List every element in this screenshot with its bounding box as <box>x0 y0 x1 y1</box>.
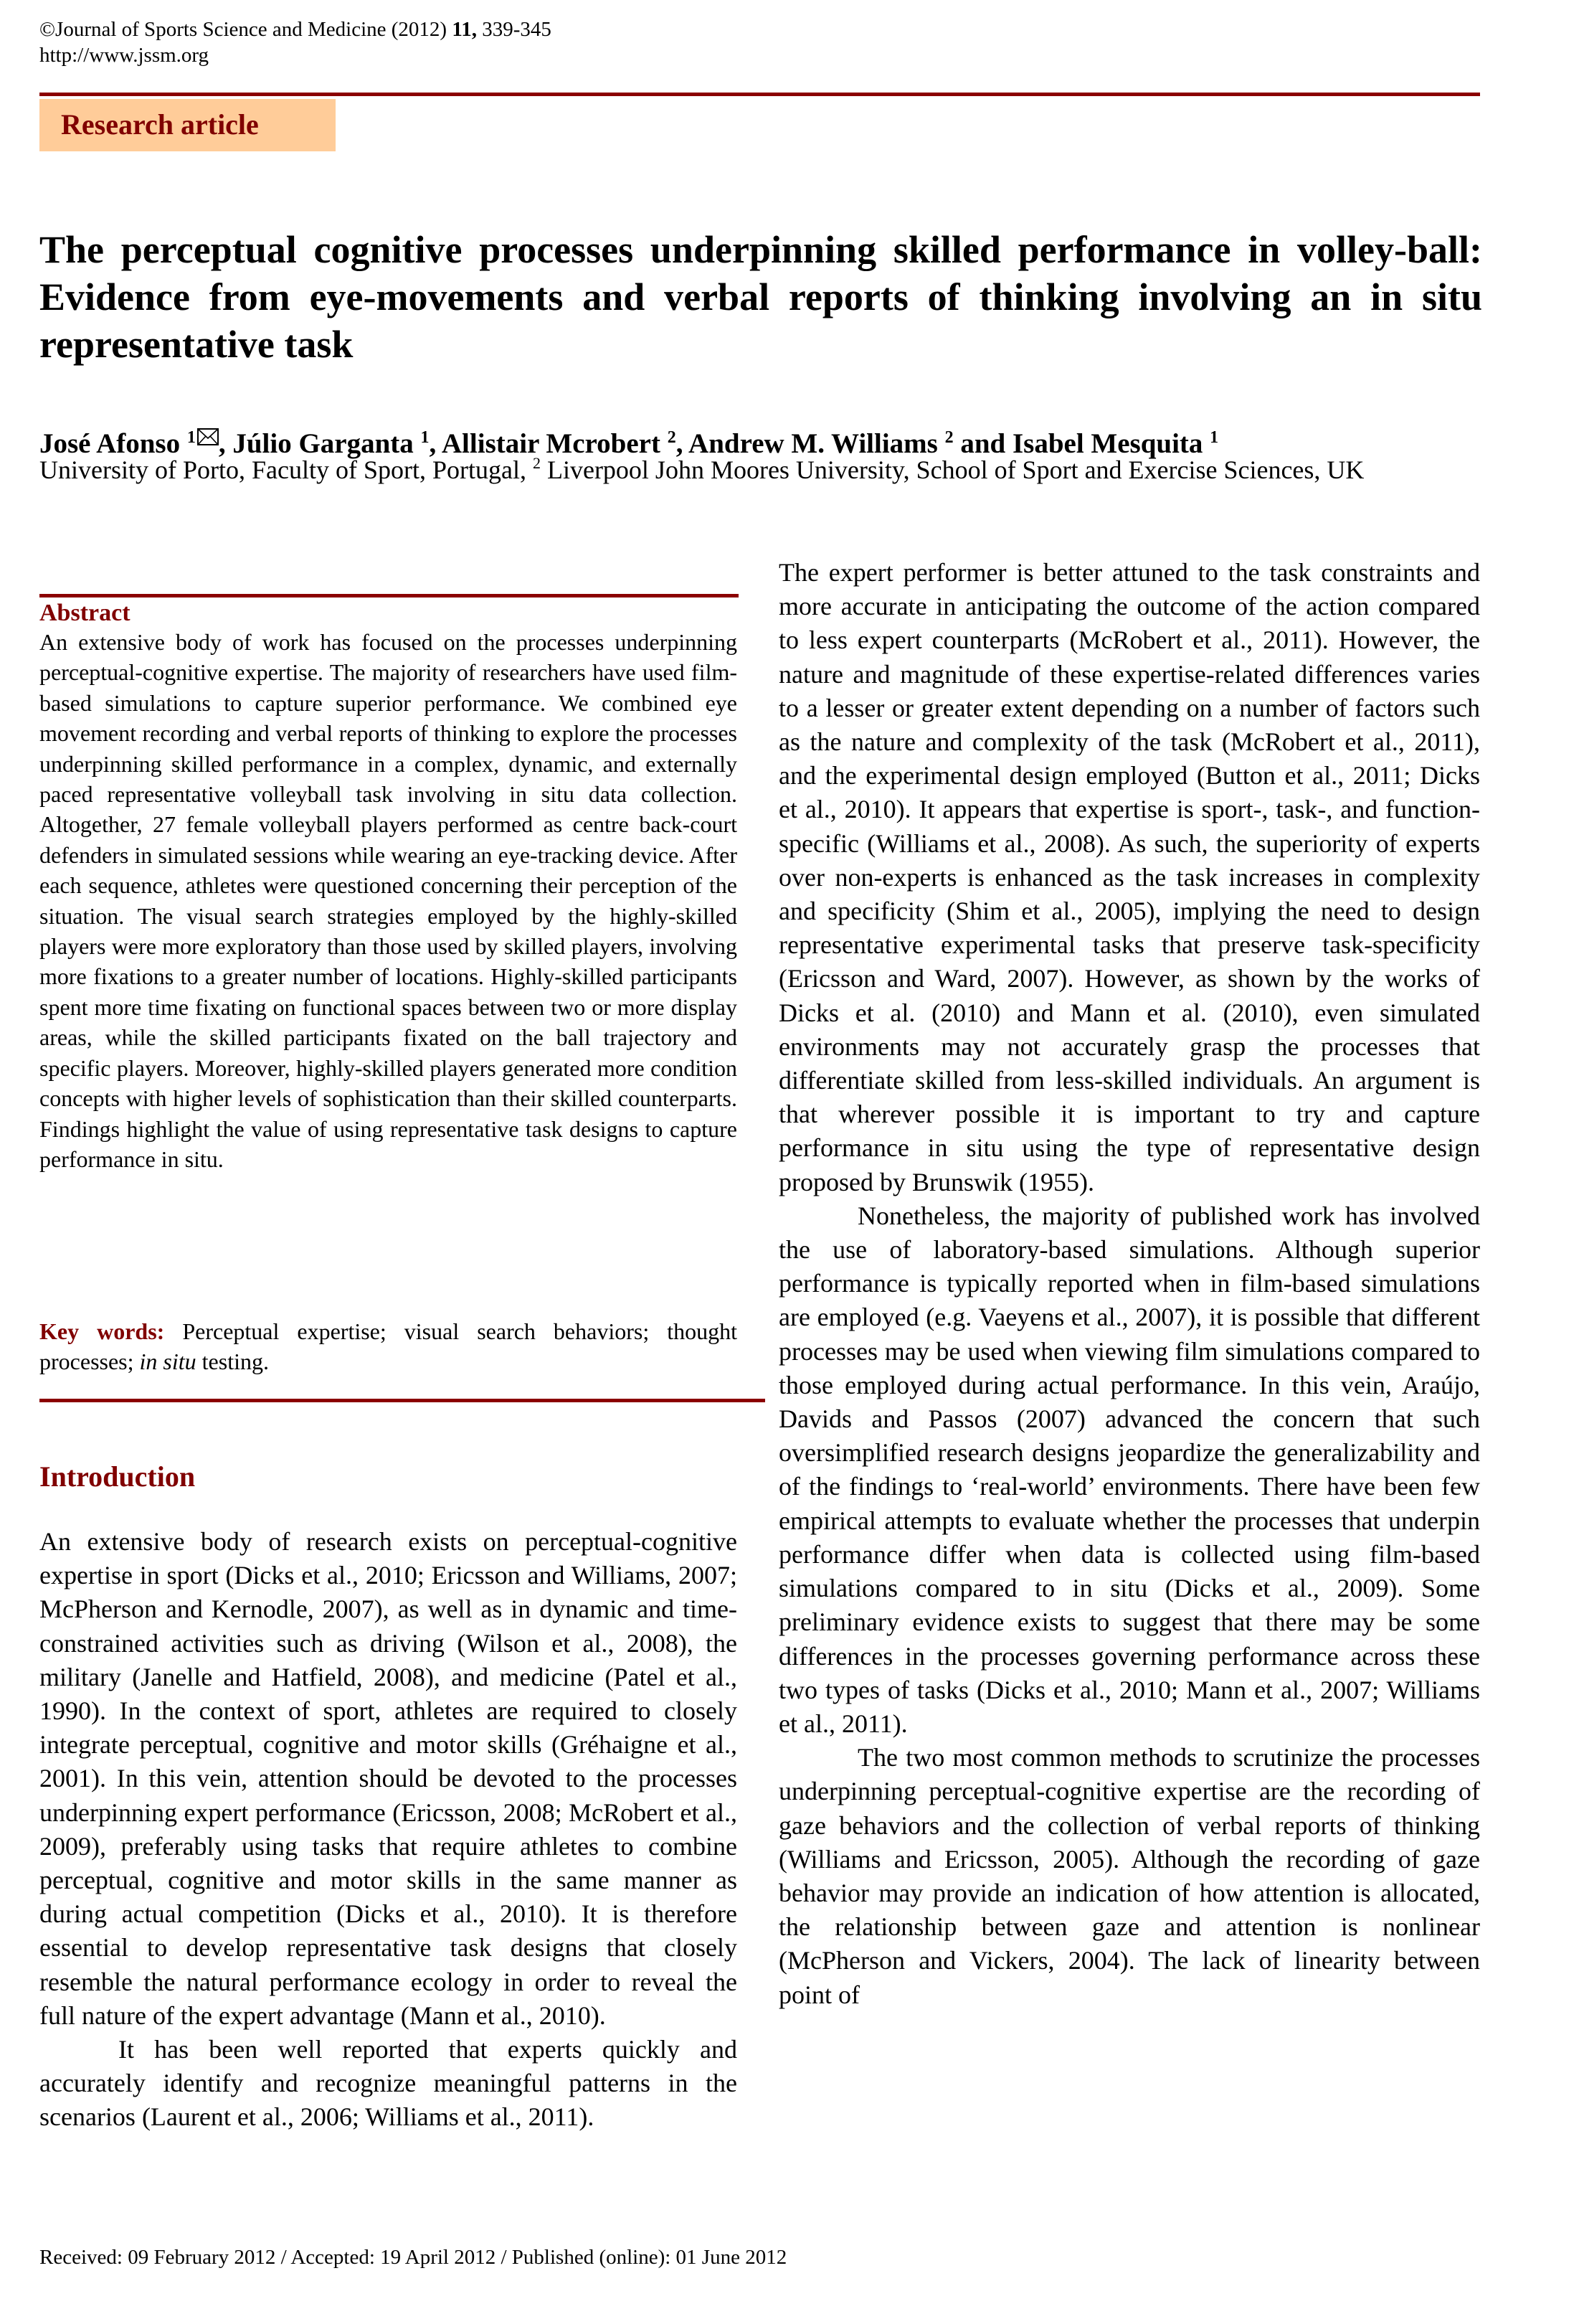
journal-pages: 339-345 <box>476 18 551 41</box>
article-type-label: Research article <box>61 108 259 141</box>
article-type-badge <box>39 99 336 151</box>
keywords-text: Perceptual expertise; visual search behaviors; thought processes; <box>39 1318 738 1375</box>
introduction-left-column <box>39 1525 737 2135</box>
author-name: , Andrew M. Williams <box>675 428 945 459</box>
header-divider <box>39 93 1480 96</box>
keywords-divider <box>39 1399 765 1402</box>
paragraph: The expert performer is better attuned to the task constraints and more accurate in anticipating the outcome of the action compared to less expert counterparts (McRobert et al., 2011). However, the nature and magnitude of these expertise-related differences varies to a lesser or greater extent depending on a number of factors such as the nature and complexity of the task (McRobert et al., 2011), and the experimental design employed (Button et al., 2011; Dicks et al., 2010). It appears that expertise is sport-, task-, and function-specific (Williams et al., 2008). As such, the superiority of experts over non-experts is enhanced as the task increases in complexity and specificity (Shim et al., 2005), implying the need to design representative experimental tasks that preserve task-specificity (Ericsson and Ward, 2007). However, as shown by the works of Dicks et al. (2010) and Mann et al. (2010), even simulated environments may not accurately grasp the processes that differentiate skilled from less-skilled individuals. An argument is that wherever possible it is important to try and capture performance in situ using the type of representative design proposed by Brunswik (1955). <box>779 558 1480 1196</box>
introduction-right-column <box>779 556 1480 2012</box>
abstract-text: An extensive body of work has focused on the processes underpinning perceptual-cognitive expertise. The majority of researchers have used film-based simulations to capture superior performance. We combined eye movement recording and verbal reports of thinking to explore the processes underpinning skilled performance in a complex, dynamic, and externally paced representative volleyball task involving in situ data collection. Altogether, 27 female volleyball players performed as centre back-court defenders in simulated sessions while wearing an eye-tracking device. After each sequence, athletes were questioned concerning their perception of the situation. The visual search strategies employed by the highly-skilled players were more exploratory than those used by skilled players, involving more fixations to a greater number of locations. Highly-skilled participants spent more time fixating on functional spaces between two or more display areas, while the skilled participants fixated on the ball trajectory and specific players. Moreover, highly-skilled players generated more condition concepts with higher levels of sophistication than their skilled counterparts. Findings highlight the value of using representative task designs to capture performance in situ. <box>39 629 737 1172</box>
publication-dates: Received: 09 February 2012 / Accepted: 19 April 2012 / Published (online): 01 June 2012 <box>39 2246 787 2269</box>
author-name: , Júlio Garganta <box>218 428 421 459</box>
abstract-heading: Abstract <box>39 600 131 626</box>
author-affil-mark: 2 <box>667 428 676 447</box>
keywords-text-end: testing. <box>196 1348 269 1375</box>
abstract-top-divider <box>39 594 739 597</box>
journal-name: ©Journal of Sports Science and Medicine (2012) <box>39 18 452 41</box>
author-affil-mark: 1 <box>420 428 430 447</box>
journal-citation <box>39 16 551 43</box>
affiliation-2-mark: 2 <box>532 454 541 472</box>
author-name: , Allistair Mcrobert <box>429 428 668 459</box>
keywords-italic: in situ <box>139 1348 196 1375</box>
keywords-label: Key words: <box>39 1318 165 1344</box>
affiliation-1-text: University of Porto, Faculty of Sport, Portugal, <box>39 455 533 484</box>
paragraph: It has been well reported that experts quickly and accurately identify and recognize meaningful patterns in the scenarios (Laurent et al., 2006; Williams et al., 2011). <box>39 2035 737 2132</box>
journal-url[interactable]: http://www.jssm.org <box>39 44 209 67</box>
affiliations <box>39 453 1482 486</box>
journal-volume: 11, <box>452 18 477 41</box>
author-name: José Afonso <box>39 428 187 459</box>
paragraph: The two most common methods to scrutinize the processes underpinning perceptual-cognitive expertise are the recording of gaze behaviors and the collection of verbal reports of thinking (Williams and Ericsson, 2005). Although the recording of gaze behavior may provide an indication of how attention is allocated, the relationship between gaze and attention is nonlinear (McPherson and Vickers, 2004). The lack of linearity between point of <box>779 1743 1480 2009</box>
keywords <box>39 1316 737 1377</box>
paragraph: Nonetheless, the majority of published work has involved the use of laboratory-based simulations. Although superior performance is typically reported when in film-based simulations are employed (e.g. Vaeyens et al., 2007), it is possible that different processes may be used when viewing film simulations compared to those employed during actual performance. In this vein, Araújo, Davids and Passos (2007) advanced the concern that such oversimplified research designs jeopardize the generalizability and of the findings to ‘real-world’ environments. There have been few empirical attempts to evaluate whether the processes that underpin performance differ when data is collected using film-based simulations compared to in situ (Dicks et al., 2009). Some preliminary evidence exists to suggest that there may be some differences in the processes governing performance across these two types of tasks (Dicks et al., 2010; Mann et al., 2007; Williams et al., 2011). <box>779 1201 1480 1738</box>
introduction-heading: Introduction <box>39 1460 196 1493</box>
author-affil-mark: 2 <box>944 428 954 447</box>
envelope-icon[interactable] <box>197 420 219 437</box>
author-affil-mark: 1 <box>186 428 196 447</box>
affiliation-2-text: Liverpool John Moores University, School of Sport and Exercise Sciences, UK <box>540 455 1365 484</box>
paragraph: An extensive body of research exists on perceptual-cognitive expertise in sport (Dicks et al., 2010; Ericsson and Williams, 2007; McPherson and Kernodle, 2007), as well as in dynamic and time-constrained activities such as driving (Wilson et al., 2008), the military (Janelle and Hatfield, 2008), and medicine (Patel et al., 1990). In the context of sport, athletes are required to closely integrate perceptual, cognitive and motor skills (Gréhaigne et al., 2001). In this vein, attention should be devoted to the processes underpinning expert performance (Ericsson, 2008; McRobert et al., 2009), preferably using tasks that require athletes to combine perceptual, cognitive and motor skills in the same manner as during actual competition (Dicks et al., 2010). It is therefore essential to develop representative task designs that closely resemble the natural performance ecology in order to reveal the full nature of the expert advantage (Mann et al., 2010). <box>39 1527 737 2030</box>
author-affil-mark: 1 <box>1210 428 1219 447</box>
article-title: The perceptual cognitive processes underpinning skilled performance in volley-ball: Evidence from eye-movements and verbal reports of thinking involving an in situ representative task <box>39 228 1482 366</box>
author-name: and Isabel Mesquita <box>953 428 1210 459</box>
